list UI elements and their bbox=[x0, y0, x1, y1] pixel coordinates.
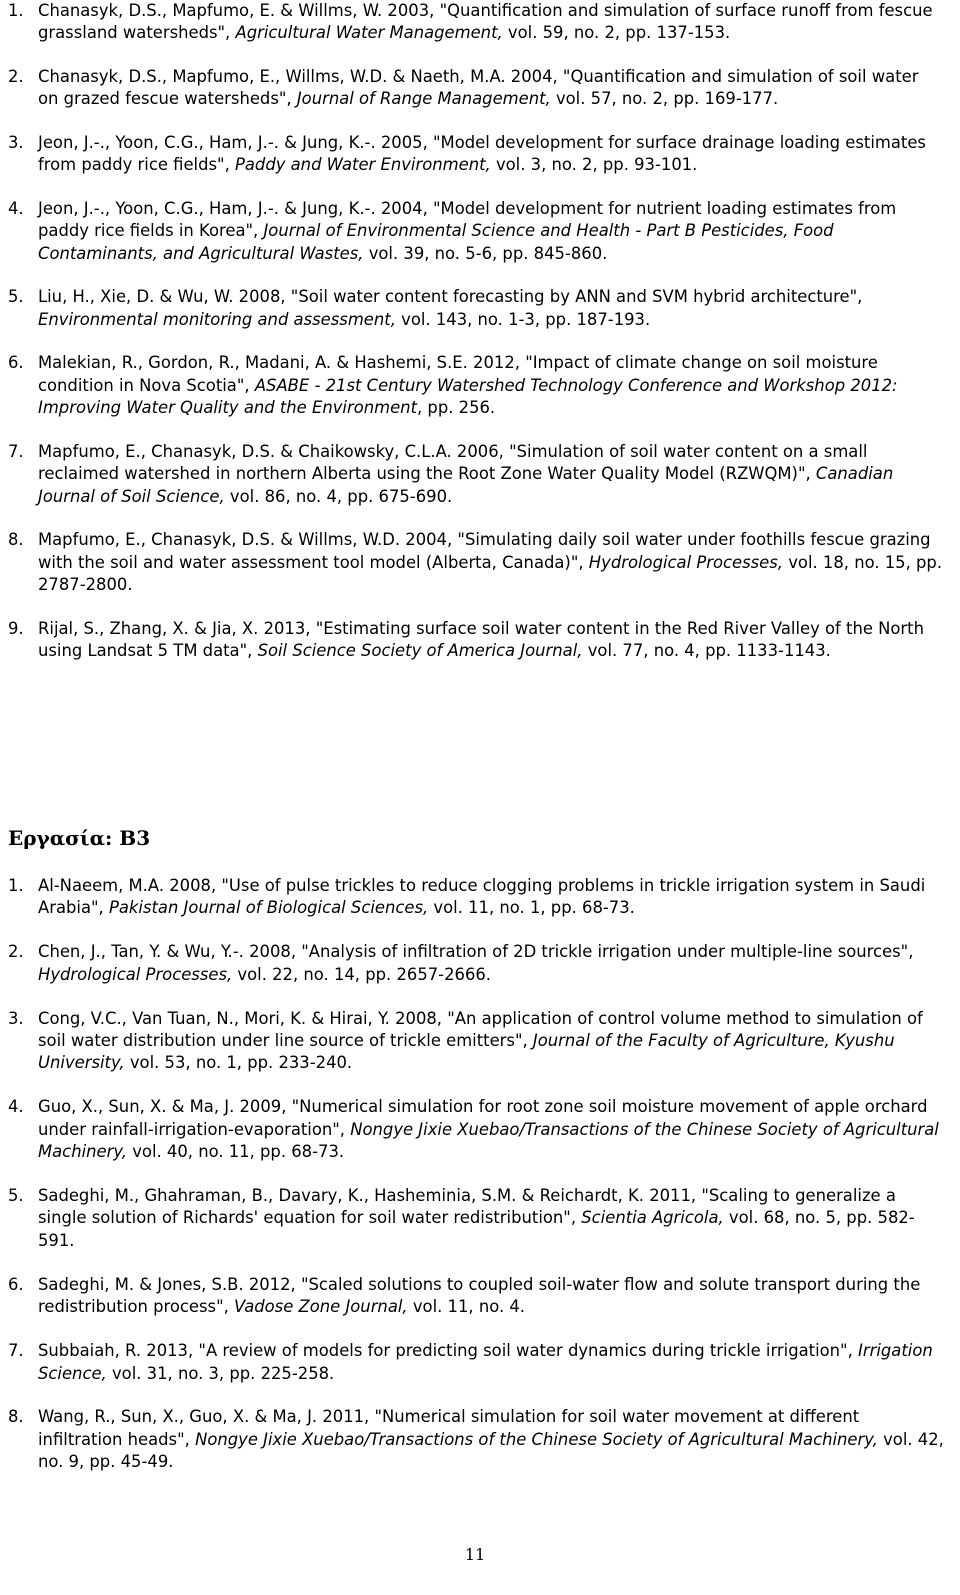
reference-text: Sadeghi, M. & Jones, S.B. 2012, "Scaled solutions to coupled soil-water flow and solute transport during the redistribution process", bbox=[38, 1274, 921, 1317]
reference-source: Journal of Range Management, bbox=[296, 89, 551, 109]
reference-source: Hydrological Processes, bbox=[38, 964, 233, 984]
reference-text: Guo, X., Sun, X. & Ma, J. 2009, "Numerical simulation for root zone soil moisture movement of apple orchard under rainfall-irrigation-evaporation", bbox=[38, 1097, 928, 1139]
reference-number: 1. bbox=[8, 1, 24, 20]
reference-number: 2. bbox=[8, 67, 24, 86]
reference-number: 8. bbox=[8, 530, 24, 550]
reference-source: Pakistan Journal of Biological Sciences, bbox=[108, 898, 429, 918]
reference-item bbox=[0, 529, 950, 596]
reference-details: vol. 11, no. 4. bbox=[407, 1297, 526, 1317]
reference-details: vol. 11, no. 1, pp. 68-73. bbox=[428, 898, 635, 918]
reference-text: Chen, J., Tan, Y. & Wu, Y.-. 2008, "Analysis of infiltration of 2D trickle irrigation under multiple-line sources", bbox=[38, 942, 914, 962]
reference-source: Journal of the Faculty of Agriculture, Kyushu University, bbox=[38, 1031, 895, 1073]
reference-text: Sadeghi, M., Ghahraman, B., Davary, K., Hasheminia, S.M. & Reichardt, K. 2011, "Scaling to generalize a single solution of Richards' equation for soil water redistribution", bbox=[38, 1186, 896, 1228]
reference-number: 2. bbox=[8, 942, 24, 962]
reference-source: Irrigation Science, bbox=[38, 1341, 933, 1383]
reference-details: , pp. 256. bbox=[417, 398, 496, 418]
reference-details: vol. 143, no. 1-3, pp. 187-193. bbox=[395, 309, 651, 329]
reference-details: vol. 59, no. 2, pp. 137-153. bbox=[502, 23, 731, 43]
reference-number: 1. bbox=[8, 876, 24, 895]
reference-details: vol. 77, no. 4, pp. 1133-1143. bbox=[582, 641, 831, 661]
reference-item bbox=[0, 1274, 950, 1319]
reference-details: vol. 22, no. 14, pp. 2657-2666. bbox=[232, 964, 492, 984]
reference-item bbox=[0, 0, 950, 45]
reference-number: 5. bbox=[8, 287, 24, 307]
reference-source: Environmental monitoring and assessment, bbox=[38, 309, 396, 329]
reference-details: vol. 57, no. 2, pp. 169-177. bbox=[550, 89, 779, 109]
reference-item bbox=[0, 1340, 950, 1385]
reference-details: vol. 68, no. 5, pp. 582-591. bbox=[38, 1208, 915, 1250]
reference-text: Liu, H., Xie, D. & Wu, W. 2008, "Soil water content forecasting by ANN and SVM hybrid architecture", bbox=[38, 287, 863, 307]
reference-details: vol. 42, no. 9, pp. 45-49. bbox=[38, 1429, 944, 1472]
reference-source: ASABE - 21st Century Watershed Technology Conference and Workshop 2012: Improving Water Quality and the Environment bbox=[38, 375, 898, 418]
reference-number: 8. bbox=[8, 1407, 24, 1427]
reference-source: Vadose Zone Journal, bbox=[234, 1297, 408, 1317]
reference-source: Agricultural Water Management, bbox=[235, 23, 503, 43]
reference-item bbox=[0, 132, 950, 177]
reference-item bbox=[0, 1096, 950, 1163]
reference-number: 9. bbox=[8, 618, 24, 638]
reference-source: Nongye Jixie Xuebao/Transactions of the Chinese Society of Agricultural Machinery, bbox=[195, 1429, 878, 1449]
reference-text: Rijal, S., Zhang, X. & Jia, X. 2013, "Estimating surface soil water content in the Red River Valley of the North using Landsat 5 TM data", bbox=[38, 618, 924, 661]
reference-number: 3. bbox=[8, 1008, 24, 1028]
reference-source: Canadian Journal of Soil Science, bbox=[38, 464, 894, 506]
reference-item bbox=[0, 441, 950, 508]
reference-source: Paddy and Water Environment, bbox=[234, 155, 491, 175]
reference-text: Chanasyk, D.S., Mapfumo, E., Willms, W.D. & Naeth, M.A. 2004, "Quantification and simulation of soil water on grazed fescue watersheds", bbox=[38, 67, 919, 109]
reference-number: 4. bbox=[8, 199, 24, 218]
reference-item bbox=[0, 618, 950, 663]
reference-number: 4. bbox=[8, 1097, 24, 1117]
reference-item bbox=[0, 1008, 950, 1075]
reference-source: Journal of Environmental Science and Health - Part B Pesticides, Food Contaminants, and Agricultural Wastes, bbox=[38, 221, 834, 263]
reference-text: Mapfumo, E., Chanasyk, D.S. & Willms, W.D. 2004, "Simulating daily soil water under foothills fescue grazing with the soil and water assessment tool model (Alberta, Canada)", bbox=[38, 530, 931, 572]
reference-text: Jeon, J.-., Yoon, C.G., Ham, J.-. & Jung, K.-. 2004, "Model development for nutrient loading estimates from paddy rice fields in Korea", bbox=[38, 199, 897, 241]
reference-text: Cong, V.C., Van Tuan, N., Mori, K. & Hirai, Y. 2008, "An application of control volume method to simulation of soil water distribution under line source of trickle emitters", bbox=[38, 1008, 923, 1051]
reference-list bbox=[0, 0, 950, 684]
reference-item bbox=[0, 198, 950, 265]
reference-details: vol. 31, no. 3, pp. 225-258. bbox=[106, 1363, 335, 1383]
reference-details: vol. 86, no. 4, pp. 675-690. bbox=[224, 486, 453, 506]
reference-details: vol. 39, no. 5-6, pp. 845-860. bbox=[363, 243, 608, 263]
reference-text: Malekian, R., Gordon, R., Madani, A. & Hashemi, S.E. 2012, "Impact of climate change on soil moisture condition in Nova Scotia", bbox=[38, 353, 878, 395]
reference-list-b3 bbox=[0, 875, 950, 1495]
reference-number: 3. bbox=[8, 133, 24, 152]
reference-item bbox=[0, 352, 950, 419]
reference-details: vol. 3, no. 2, pp. 93-101. bbox=[490, 155, 698, 175]
reference-text: Subbaiah, R. 2013, "A review of models for predicting soil water dynamics during trickle irrigation", bbox=[38, 1341, 859, 1361]
reference-text: Wang, R., Sun, X., Guo, X. & Ma, J. 2011, "Numerical simulation for soil water movement at different infiltration heads", bbox=[38, 1407, 860, 1449]
reference-source: Hydrological Processes, bbox=[588, 552, 784, 572]
reference-number: 6. bbox=[8, 353, 24, 373]
reference-source: Scientia Agricola, bbox=[581, 1208, 724, 1228]
reference-source: Soil Science Society of America Journal, bbox=[257, 641, 583, 661]
reference-number: 6. bbox=[8, 1274, 24, 1294]
reference-item bbox=[0, 875, 950, 920]
reference-text: Al-Naeem, M.A. 2008, "Use of pulse trickles to reduce clogging problems in trickle irrigation system in Saudi Arabia", bbox=[38, 876, 926, 918]
reference-number: 5. bbox=[8, 1186, 24, 1206]
reference-details: vol. 40, no. 11, pp. 68-73. bbox=[127, 1142, 345, 1162]
reference-number: 7. bbox=[8, 1341, 24, 1361]
reference-item bbox=[0, 286, 950, 331]
reference-source: Nongye Jixie Xuebao/Transactions of the Chinese Society of Agricultural Machinery, bbox=[38, 1119, 939, 1162]
reference-item bbox=[0, 1406, 950, 1473]
reference-details: vol. 18, no. 15, pp. 2787-2800. bbox=[38, 552, 943, 595]
reference-text: Chanasyk, D.S., Mapfumo, E. & Willms, W. 2003, "Quantification and simulation of surface runoff from fescue grassland watersheds", bbox=[38, 1, 933, 43]
reference-text: Jeon, J.-., Yoon, C.G., Ham, J.-. & Jung, K.-. 2005, "Model development for surface drainage loading estimates from paddy rice fields", bbox=[38, 133, 926, 175]
reference-text: Mapfumo, E., Chanasyk, D.S. & Chaikowsky, C.L.A. 2006, "Simulation of soil water content on a small reclaimed watershed in northern Alberta using the Root Zone Water Quality Model (RZWQM)", bbox=[38, 441, 868, 484]
page-number: 11 bbox=[464, 1545, 486, 1564]
reference-item bbox=[0, 1185, 950, 1252]
section-heading: Εργασία: B3 bbox=[8, 826, 151, 850]
reference-number: 7. bbox=[8, 441, 24, 461]
reference-item bbox=[0, 941, 950, 986]
reference-item bbox=[0, 66, 950, 111]
reference-details: vol. 53, no. 1, pp. 233-240. bbox=[124, 1053, 353, 1073]
